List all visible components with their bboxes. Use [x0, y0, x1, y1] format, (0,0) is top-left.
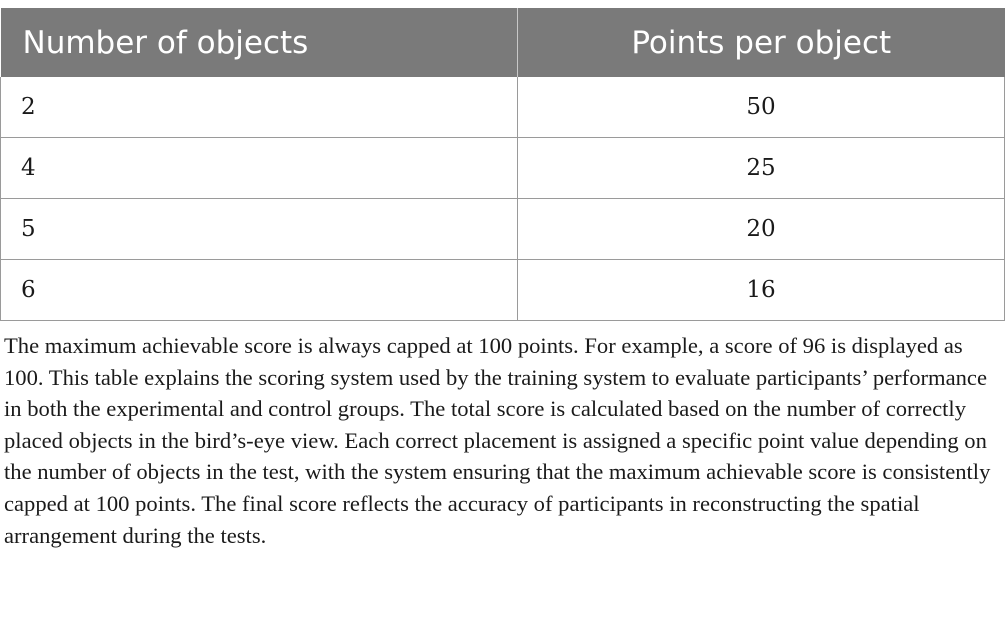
- cell-number-of-objects: 4: [1, 138, 518, 199]
- table-row: [1, 199, 1005, 260]
- table-row: [1, 260, 1005, 321]
- cell-points-per-object: 20: [518, 199, 1005, 260]
- table-header-row: [1, 8, 1005, 77]
- table-caption: The maximum achievable score is always capped at 100 points. For example, a score of 96 is displayed as 100. This table explains the scoring system used by the training system to evaluate participants’ performance in both the experimental and control groups. The total score is calculated based on the number of correctly placed objects in the bird’s-eye view. Each correct placement is assigned a specific point value depending on the number of objects in the test, with the system ensuring that the maximum achievable score is consistently capped at 100 points. The final score reflects the accuracy of participants in reconstructing the spatial arrangement during the tests.: [4, 333, 991, 548]
- cell-number-of-objects: 2: [1, 77, 518, 138]
- scoring-table: [0, 8, 1005, 321]
- table-row: [1, 138, 1005, 199]
- scoring-table-container: [0, 8, 1004, 321]
- header-number-of-objects: Number of objects: [1, 8, 518, 77]
- cell-points-per-object: 16: [518, 260, 1005, 321]
- table-row: [1, 77, 1005, 138]
- header-points-per-object: Points per object: [518, 8, 1005, 77]
- cell-number-of-objects: 5: [1, 199, 518, 260]
- cell-points-per-object: 50: [518, 77, 1005, 138]
- cell-number-of-objects: 6: [1, 260, 518, 321]
- cell-points-per-object: 25: [518, 138, 1005, 199]
